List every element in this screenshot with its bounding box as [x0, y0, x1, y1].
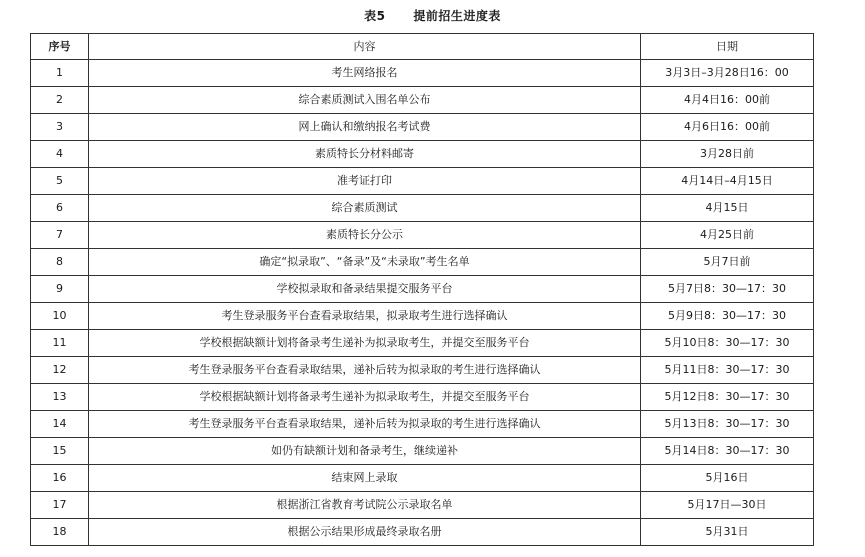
row-content-cell: 素质特长分公示 [89, 222, 641, 249]
row-date-cell: 5月7日前 [641, 249, 814, 276]
table-body [31, 60, 814, 546]
row-number-cell: 4 [31, 141, 89, 168]
row-date-cell: 5月14日8：30—17：30 [641, 438, 814, 465]
table-name: 提前招生进度表 [413, 9, 501, 23]
row-number-cell: 8 [31, 249, 89, 276]
row-date-cell: 5月7日8：30—17：30 [641, 276, 814, 303]
row-content-cell: 综合素质测试入围名单公布 [89, 87, 641, 114]
table-row [31, 222, 814, 249]
table-row [31, 114, 814, 141]
row-number-cell: 7 [31, 222, 89, 249]
row-date-cell: 4月25日前 [641, 222, 814, 249]
row-content-cell: 素质特长分材料邮寄 [89, 141, 641, 168]
row-content-cell: 考生网络报名 [89, 60, 641, 87]
row-date-cell: 5月31日 [641, 519, 814, 546]
schedule-table [30, 33, 814, 546]
row-content-cell: 考生登录服务平台查看录取结果，拟录取考生进行选择确认 [89, 303, 641, 330]
row-content-cell: 根据浙江省教育考试院公示录取名单 [89, 492, 641, 519]
header-date: 日期 [641, 34, 814, 60]
row-content-cell: 确定“拟录取”、“备录”及“未录取”考生名单 [89, 249, 641, 276]
row-content-cell: 学校根据缺额计划将备录考生递补为拟录取考生，并提交至服务平台 [89, 384, 641, 411]
row-date-cell: 5月13日8：30—17：30 [641, 411, 814, 438]
row-number-cell: 13 [31, 384, 89, 411]
row-content-cell: 学校根据缺额计划将备录考生递补为拟录取考生，并提交至服务平台 [89, 330, 641, 357]
table-row [31, 60, 814, 87]
row-date-cell: 4月14日–4月15日 [641, 168, 814, 195]
row-content-cell: 综合素质测试 [89, 195, 641, 222]
row-content-cell: 学校拟录取和备录结果提交服务平台 [89, 276, 641, 303]
header-no: 序号 [31, 34, 89, 60]
table-row [31, 384, 814, 411]
row-number-cell: 16 [31, 465, 89, 492]
row-number-cell: 17 [31, 492, 89, 519]
table-row [31, 438, 814, 465]
table-row [31, 465, 814, 492]
table-row [31, 411, 814, 438]
row-date-cell: 4月6日16：00前 [641, 114, 814, 141]
table-row [31, 168, 814, 195]
row-number-cell: 12 [31, 357, 89, 384]
table-row [31, 141, 814, 168]
row-content-cell: 考生登录服务平台查看录取结果，递补后转为拟录取的考生进行选择确认 [89, 357, 641, 384]
row-number-cell: 5 [31, 168, 89, 195]
table-row [31, 303, 814, 330]
table-row [31, 330, 814, 357]
row-number-cell: 1 [31, 60, 89, 87]
table-row [31, 87, 814, 114]
row-number-cell: 18 [31, 519, 89, 546]
row-date-cell: 3月28日前 [641, 141, 814, 168]
row-date-cell: 5月12日8：30—17：30 [641, 384, 814, 411]
row-number-cell: 6 [31, 195, 89, 222]
row-content-cell: 结束网上录取 [89, 465, 641, 492]
row-number-cell: 10 [31, 303, 89, 330]
row-number-cell: 2 [31, 87, 89, 114]
table-row [31, 357, 814, 384]
row-date-cell: 5月9日8：30—17：30 [641, 303, 814, 330]
row-number-cell: 14 [31, 411, 89, 438]
table-number: 表5 [364, 9, 386, 23]
table-title [0, 7, 865, 24]
row-date-cell: 5月16日 [641, 465, 814, 492]
header-row [31, 34, 814, 60]
row-content-cell: 如仍有缺额计划和备录考生，继续递补 [89, 438, 641, 465]
row-number-cell: 15 [31, 438, 89, 465]
row-number-cell: 3 [31, 114, 89, 141]
row-date-cell: 5月17日—30日 [641, 492, 814, 519]
row-content-cell: 网上确认和缴纳报名考试费 [89, 114, 641, 141]
row-date-cell: 3月3日–3月28日16：00 [641, 60, 814, 87]
row-date-cell: 5月10日8：30—17：30 [641, 330, 814, 357]
table-row [31, 492, 814, 519]
row-date-cell: 4月15日 [641, 195, 814, 222]
header-content: 内容 [89, 34, 641, 60]
row-number-cell: 11 [31, 330, 89, 357]
row-content-cell: 考生登录服务平台查看录取结果，递补后转为拟录取的考生进行选择确认 [89, 411, 641, 438]
table-row [31, 276, 814, 303]
table-row [31, 249, 814, 276]
table-row [31, 519, 814, 546]
row-date-cell: 5月11日8：30—17：30 [641, 357, 814, 384]
row-content-cell: 准考证打印 [89, 168, 641, 195]
row-number-cell: 9 [31, 276, 89, 303]
row-content-cell: 根据公示结果形成最终录取名册 [89, 519, 641, 546]
row-date-cell: 4月4日16：00前 [641, 87, 814, 114]
table-header [31, 34, 814, 60]
table-row [31, 195, 814, 222]
